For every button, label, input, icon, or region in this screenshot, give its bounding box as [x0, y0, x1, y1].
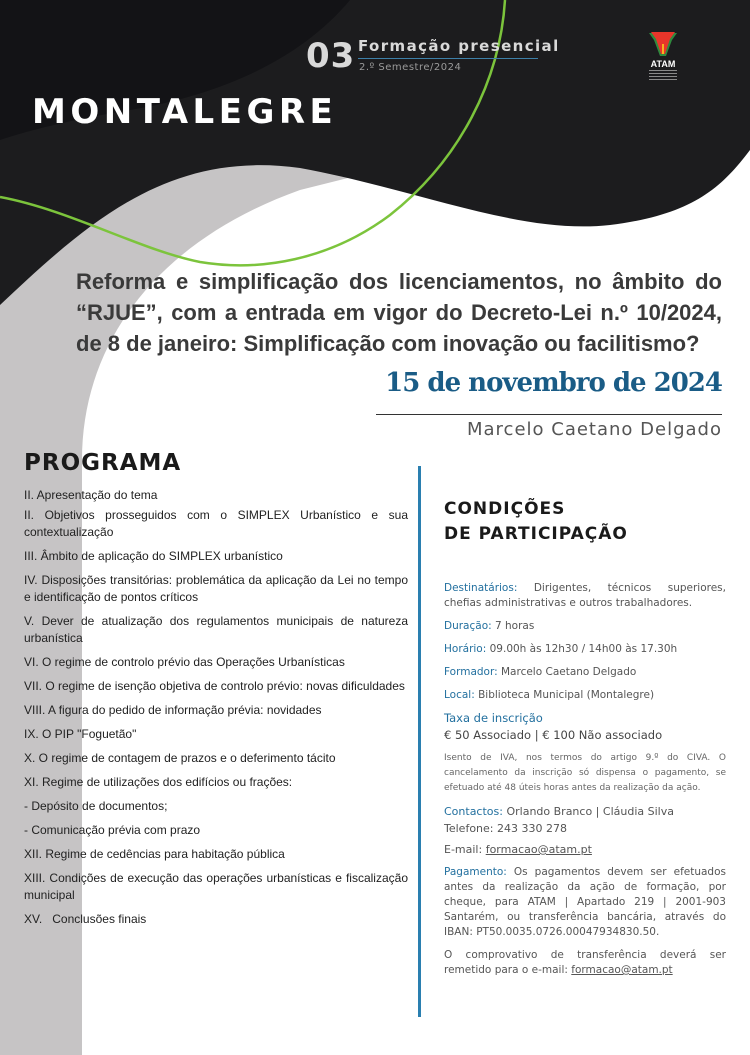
contactos-label: Contactos:	[444, 805, 503, 818]
local-value: Biblioteca Municipal (Montalegre)	[474, 689, 655, 701]
comprovativo	[444, 948, 726, 978]
program-item: XII. Regime de cedências para habitação pública	[24, 847, 285, 861]
conditions-heading-line2: DE PARTICIPAÇÃO	[444, 524, 628, 544]
edition-title: Formação presencial	[358, 37, 560, 55]
comprovativo-email-link[interactable]: formacao@atam.pt	[571, 964, 673, 976]
destinatarios-value: Dirigentes, técnicos superiores, chefias administrativas e outros trabalhadores.	[444, 582, 726, 609]
horario	[444, 642, 726, 657]
date-divider	[376, 414, 722, 415]
duracao-value: 7 horas	[491, 620, 535, 632]
formador	[444, 665, 726, 680]
atam-logo	[643, 30, 683, 92]
duracao	[444, 619, 726, 634]
destinatarios	[444, 581, 726, 611]
programa-heading: PROGRAMA	[24, 450, 182, 476]
formador-value: Marcelo Caetano Delgado	[497, 666, 637, 678]
program-item: VII. O regime de isenção objetiva de controlo prévio: novas dificuldades	[24, 679, 405, 693]
formador-label: Formador:	[444, 666, 498, 678]
email-line	[444, 842, 726, 857]
pagamento-value: Os pagamentos devem ser efetuados antes da realização da ação de formação, por cheque, para ATAM | Apartado 219 | 2001-903 Santarém, ou transferência bancária, através do IBAN: PT50.0035.0726.00047934830.50.	[444, 866, 726, 938]
edition-semester: 2.º Semestre/2024	[359, 62, 462, 73]
program-item: IV. Disposições transitórias: problemática da aplicação da Lei no tempo e identificação de pontos críticos	[24, 573, 408, 604]
program-item: X. O regime de contagem de prazos e o deferimento tácito	[24, 751, 336, 765]
program-item: XI. Regime de utilizações dos edifícios ou frações:	[24, 775, 293, 789]
program-item: II. Apresentação do tema	[24, 488, 158, 502]
atam-logo-icon	[643, 30, 683, 60]
taxa-label: Taxa de inscrição	[444, 711, 543, 725]
telefone: Telefone: 243 330 278	[444, 822, 567, 835]
horario-value: 09.00h às 12h30 / 14h00 às 17.30h	[486, 643, 678, 655]
conditions-heading	[444, 497, 726, 547]
program-item: VI. O regime de controlo prévio das Operações Urbanísticas	[24, 655, 345, 669]
program-item: XV. Conclusões finais	[24, 912, 147, 926]
email-label: E-mail:	[444, 843, 486, 856]
course-title: Reforma e simplificação dos licenciamentos, no âmbito do “RJUE”, com a entrada em vigor do Decreto-Lei n.º 10/2024, de 8 de janeiro: Simplificação com inovação ou facilitismo?	[76, 269, 722, 356]
header-rule	[358, 58, 538, 59]
destinatarios-label: Destinatários:	[444, 582, 518, 594]
email-link[interactable]: formacao@atam.pt	[485, 843, 592, 856]
program-item: IX. O PIP "Foguetão"	[24, 727, 137, 741]
conditions-heading-line1: CONDIÇÕES	[444, 499, 566, 519]
pagamento	[444, 865, 726, 940]
taxa-value: € 50 Associado | € 100 Não associado	[444, 728, 663, 742]
contactos-value: Orlando Branco | Cláudia Silva	[502, 805, 674, 818]
comprovativo-text: O comprovativo de transferência deverá ser remetido para o e-mail:	[444, 949, 726, 976]
trainer-name: Marcelo Caetano Delgado	[466, 419, 722, 440]
city-title: MONTALEGRE	[32, 92, 338, 132]
program-item: III. Âmbito de aplicação do SIMPLEX urbanístico	[24, 549, 283, 563]
edition-number: 03	[306, 36, 356, 76]
program-item: XIII. Condições de execução das operações urbanísticas e fiscalização municipal	[24, 871, 408, 902]
pagamento-label: Pagamento:	[444, 866, 507, 878]
local	[444, 688, 726, 703]
duracao-label: Duração:	[444, 620, 492, 632]
program-item: II. Objetivos prosseguidos com o SIMPLEX Urbanístico e sua contextualização	[24, 508, 408, 539]
contactos	[444, 804, 726, 819]
program-item: - Depósito de documentos;	[24, 799, 168, 813]
section-divider	[418, 466, 421, 1017]
program-item: V. Dever de atualização dos regulamentos municipais de natureza urbanística	[24, 614, 408, 645]
logo-text: ATAM	[650, 59, 676, 69]
local-label: Local:	[444, 689, 475, 701]
horario-label: Horário:	[444, 643, 487, 655]
program-item: VIII. A figura do pedido de informação prévia: novidades	[24, 703, 322, 717]
logo-subtext	[649, 70, 677, 82]
program-item: - Comunicação prévia com prazo	[24, 823, 201, 837]
iva-note: Isento de IVA, nos termos do artigo 9.º do CIVA. O cancelamento da inscrição só dispensa o pagamento, se efetuado até 48 úteis horas antes da realização da ação.	[444, 753, 726, 793]
conditions-section	[444, 497, 726, 986]
programa-section	[24, 450, 408, 935]
event-date: 15 de novembro de 2024	[385, 368, 722, 398]
